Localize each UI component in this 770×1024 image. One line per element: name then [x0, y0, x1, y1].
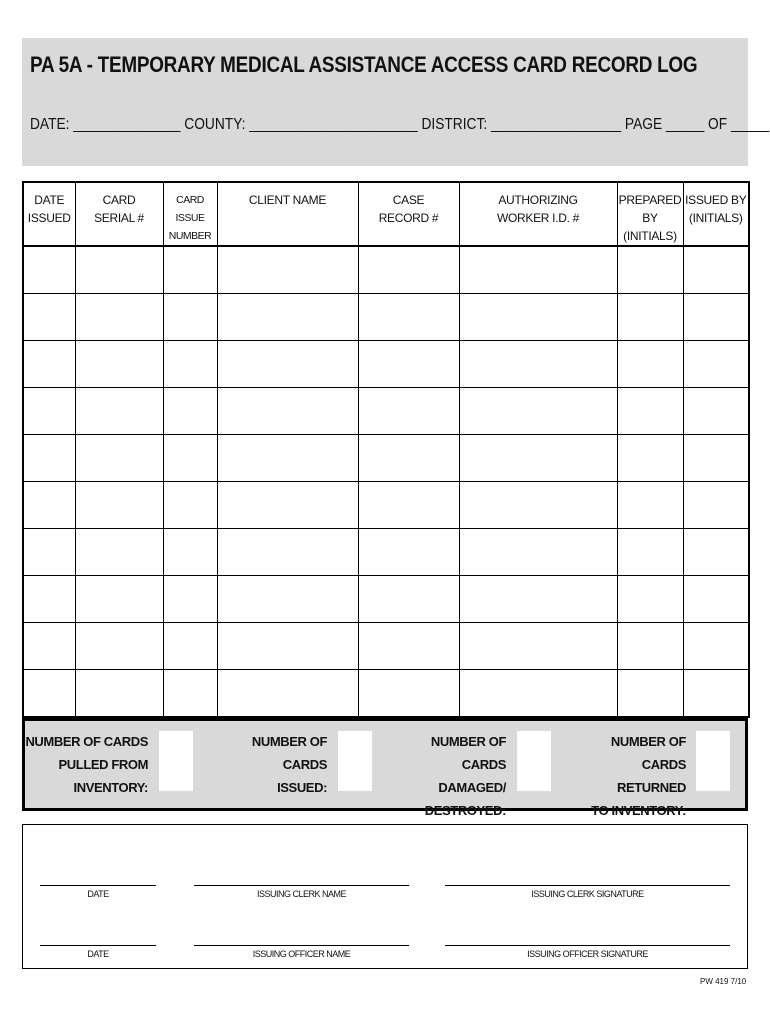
table-cell[interactable]	[358, 246, 459, 294]
form-title: PA 5A - TEMPORARY MEDICAL ASSISTANCE ACCESS CARD RECORD LOG	[30, 52, 698, 77]
table-row	[23, 529, 749, 576]
table-cell[interactable]	[163, 482, 217, 529]
table-cell[interactable]	[163, 670, 217, 718]
table-cell[interactable]	[459, 529, 617, 576]
table-cell[interactable]	[683, 341, 749, 388]
table-cell[interactable]	[163, 623, 217, 670]
table-cell[interactable]	[23, 294, 75, 341]
pulled-from-inventory-field[interactable]	[159, 731, 193, 791]
officer-date-label: DATE	[87, 949, 109, 959]
table-cell[interactable]	[358, 529, 459, 576]
table-cell[interactable]	[217, 576, 358, 623]
table-cell[interactable]	[459, 388, 617, 435]
table-cell[interactable]	[217, 482, 358, 529]
table-cell[interactable]	[683, 576, 749, 623]
table-cell[interactable]	[459, 576, 617, 623]
table-cell[interactable]	[23, 246, 75, 294]
table-cell[interactable]	[23, 435, 75, 482]
table-cell[interactable]	[75, 246, 163, 294]
table-cell[interactable]	[683, 246, 749, 294]
clerk-signature-label: ISSUING CLERK SIGNATURE	[531, 889, 644, 899]
table-cell[interactable]	[459, 341, 617, 388]
pulled-from-inventory-label: NUMBER OF CARDS PULLED FROM INVENTORY:	[25, 734, 148, 795]
clerk-name-line[interactable]	[194, 885, 409, 886]
col-case-record: CASE RECORD #	[358, 182, 459, 246]
table-cell[interactable]	[163, 529, 217, 576]
table-row	[23, 576, 749, 623]
table-cell[interactable]	[75, 435, 163, 482]
officer-date-line[interactable]	[40, 945, 156, 946]
clerk-signature-line[interactable]	[445, 885, 730, 886]
table-cell[interactable]	[75, 482, 163, 529]
table-cell[interactable]	[23, 388, 75, 435]
table-row	[23, 246, 749, 294]
table-row	[23, 294, 749, 341]
table-cell[interactable]	[683, 388, 749, 435]
table-cell[interactable]	[217, 529, 358, 576]
table-cell[interactable]	[75, 623, 163, 670]
officer-signature-line[interactable]	[445, 945, 730, 946]
table-row	[23, 623, 749, 670]
table-cell[interactable]	[23, 482, 75, 529]
table-cell[interactable]	[683, 482, 749, 529]
table-cell[interactable]	[75, 670, 163, 718]
table-cell[interactable]	[683, 435, 749, 482]
table-cell[interactable]	[358, 670, 459, 718]
table-cell[interactable]	[23, 576, 75, 623]
table-cell[interactable]	[683, 294, 749, 341]
officer-name-line[interactable]	[194, 945, 409, 946]
damaged-destroyed-field[interactable]	[517, 731, 551, 791]
signature-box	[22, 824, 748, 969]
clerk-date-label: DATE	[87, 889, 109, 899]
issued-label: NUMBER OF CARDS ISSUED:	[251, 734, 327, 795]
table-cell[interactable]	[217, 670, 358, 718]
table-cell[interactable]	[617, 529, 683, 576]
table-cell[interactable]	[358, 576, 459, 623]
table-cell[interactable]	[617, 576, 683, 623]
table-cell[interactable]	[358, 294, 459, 341]
table-cell[interactable]	[217, 623, 358, 670]
table-cell[interactable]	[617, 294, 683, 341]
table-cell[interactable]	[617, 623, 683, 670]
table-cell[interactable]	[459, 482, 617, 529]
table-cell[interactable]	[163, 294, 217, 341]
table-cell[interactable]	[217, 341, 358, 388]
table-row	[23, 341, 749, 388]
table-cell[interactable]	[75, 341, 163, 388]
table-cell[interactable]	[75, 388, 163, 435]
record-log-table	[22, 181, 750, 718]
table-cell[interactable]	[163, 435, 217, 482]
table-cell[interactable]	[617, 341, 683, 388]
card-count-summary	[22, 718, 748, 818]
table-cell[interactable]	[358, 482, 459, 529]
col-authorizing-worker: AUTHORIZING WORKER I.D. #	[459, 182, 617, 246]
table-cell[interactable]	[358, 435, 459, 482]
table-cell[interactable]	[23, 529, 75, 576]
table-cell[interactable]	[617, 482, 683, 529]
table-cell[interactable]	[75, 576, 163, 623]
table-cell[interactable]	[683, 623, 749, 670]
returned-to-inventory-label: NUMBER OF CARDS RETURNED TO INVENTORY:	[591, 734, 686, 818]
returned-to-inventory-field[interactable]	[696, 731, 730, 791]
table-cell[interactable]	[459, 623, 617, 670]
table-cell[interactable]	[617, 435, 683, 482]
table-cell[interactable]	[617, 246, 683, 294]
damaged-destroyed-label: NUMBER OF CARDS DAMAGED/ DESTROYED:	[424, 734, 506, 818]
col-card-issue-number: CARD ISSUE NUMBER	[163, 182, 217, 246]
issued-field[interactable]	[338, 731, 372, 791]
table-cell[interactable]	[358, 388, 459, 435]
table-cell[interactable]	[217, 435, 358, 482]
clerk-date-line[interactable]	[40, 885, 156, 886]
table-cell[interactable]	[358, 341, 459, 388]
table-cell[interactable]	[23, 670, 75, 718]
table-cell[interactable]	[217, 388, 358, 435]
table-cell[interactable]	[75, 529, 163, 576]
table-cell[interactable]	[617, 388, 683, 435]
table-cell[interactable]	[358, 623, 459, 670]
table-header-row	[23, 182, 749, 246]
table-cell[interactable]	[217, 294, 358, 341]
clerk-name-label: ISSUING CLERK NAME	[256, 889, 347, 899]
header-fields[interactable]: DATE: ______________ COUNTY: ______________________ DISTRICT: _________________ PAGE _____ OF _____	[30, 116, 770, 133]
header-box	[22, 38, 770, 166]
table-cell[interactable]	[459, 670, 617, 718]
table-cell[interactable]	[683, 670, 749, 718]
col-date-issued: DATE ISSUED	[23, 182, 75, 246]
col-issued-by: ISSUED BY (INITIALS)	[683, 182, 749, 246]
table-cell[interactable]	[163, 246, 217, 294]
table-cell[interactable]	[23, 341, 75, 388]
table-cell[interactable]	[459, 435, 617, 482]
table-cell[interactable]	[459, 246, 617, 294]
table-cell[interactable]	[217, 246, 358, 294]
table-row	[23, 482, 749, 529]
col-client-name: CLIENT NAME	[217, 182, 358, 246]
table-cell[interactable]	[163, 576, 217, 623]
form-code: PW 419 7/10	[700, 977, 747, 986]
table-cell[interactable]	[75, 294, 163, 341]
table-cell[interactable]	[163, 388, 217, 435]
table-row	[23, 388, 749, 435]
officer-name-label: ISSUING OFFICER NAME	[252, 949, 351, 959]
table-row	[23, 435, 749, 482]
officer-signature-label: ISSUING OFFICER SIGNATURE	[527, 949, 648, 959]
table-cell[interactable]	[23, 623, 75, 670]
table-cell[interactable]	[683, 529, 749, 576]
col-prepared-by: PREPARED BY (INITIALS)	[617, 182, 683, 246]
table-cell[interactable]	[459, 294, 617, 341]
table-cell[interactable]	[163, 341, 217, 388]
table-row	[23, 670, 749, 718]
table-cell[interactable]	[617, 670, 683, 718]
col-card-serial: CARD SERIAL #	[75, 182, 163, 246]
